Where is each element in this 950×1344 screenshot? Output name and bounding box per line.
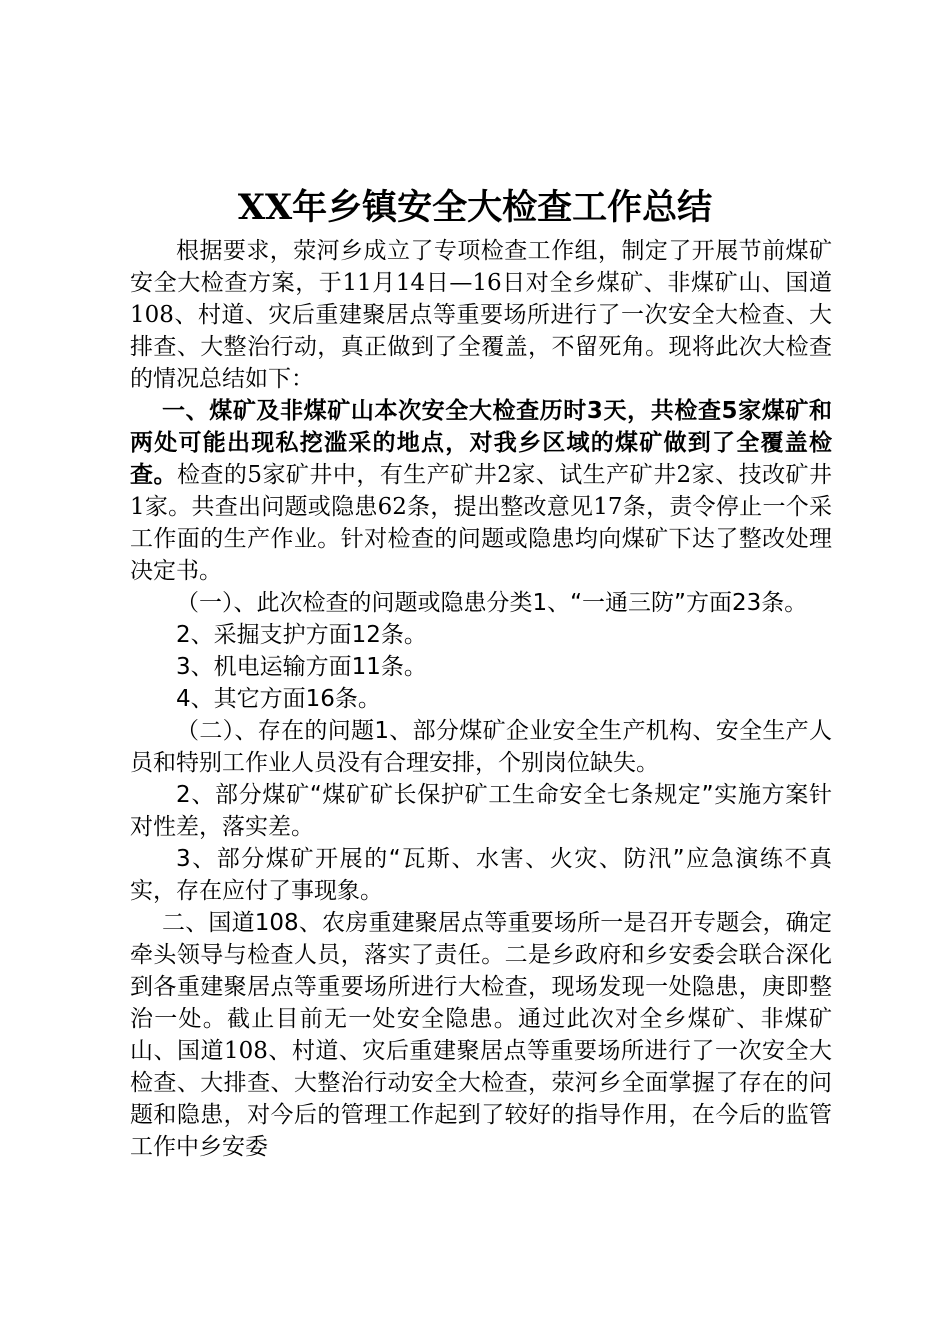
paragraph-problems: （二）、存在的问题1、部分煤矿企业安全生产机构、安全生产人员和特别工作业人员没有合理安排，个别岗位缺失。 (130, 718, 832, 776)
paragraph-section-one (130, 395, 832, 587)
section-one-heading: 一、煤矿及非煤矿山本次安全大检查历时3天，共检查5家煤矿和两处可能出现私挖滥采的地点，对我乡区域的煤矿做到了全覆盖检查。 (130, 398, 832, 488)
document-title: XX年乡镇安全大检查工作总结 (237, 187, 713, 228)
paragraph-item-2: 2、采掘支护方面12条。 (176, 622, 427, 648)
paragraph-classification: （一）、此次检查的问题或隐患分类1、“一通三防”方面23条。 (176, 590, 808, 616)
paragraph-problem-3: 3、部分煤矿开展的“瓦斯、水害、火灾、防汛”应急演练不真实，存在应付了事现象。 (130, 846, 832, 904)
paragraph-item-3: 3、机电运输方面11条。 (176, 654, 427, 680)
section-two-text: 二是乡政府和乡安委会联合深化到各重建聚居点等重要场所进行大检查，现场发现一处隐患，庚即整治一处。截止目前无一处安全隐患。通过此次对全乡煤矿、非煤矿山、国道108、村道、灾后重建聚居点等重要场所进行了一次安全大检查、大排查、大整治行动安全大检查，荥河乡全面掌握了存在的问题和隐患，对今后的管理工作起到了较好的指导作用，在今后的监管工作中乡安委 (130, 942, 833, 1160)
section-one-text: 检查的5家矿井中，有生产矿井2家、试生产矿井2家、技改矿井1家。共查出问题或隐患62条，提出整改意见17条，责令停止一个采工作面的生产作业。针对检查的问题或隐患均向煤矿下达了整改处理决定书。 (130, 462, 833, 584)
paragraph-item-4: 4、其它方面16条。 (176, 686, 381, 712)
section-two-heading: 二、国道108、农房重建聚居点等重要场所一是召开专题会，确定牵头领导与检查人员，落实了责任。 (130, 910, 832, 968)
paragraph-section-two (130, 907, 832, 1163)
document-body (130, 235, 832, 1163)
paragraph-problem-2: 2、部分煤矿“煤矿矿长保护矿工生命安全七条规定”实施方案针对性差，落实差。 (130, 782, 832, 840)
paragraph-intro: 根据要求，荥河乡成立了专项检查工作组，制定了开展节前煤矿安全大检查方案，于11月14日—16日对全乡煤矿、非煤矿山、国道108、村道、灾后重建聚居点等重要场所进行了一次安全大检查、大排查、大整治行动，真正做到了全覆盖，不留死角。现将此次大检查的情况总结如下： (130, 238, 832, 392)
